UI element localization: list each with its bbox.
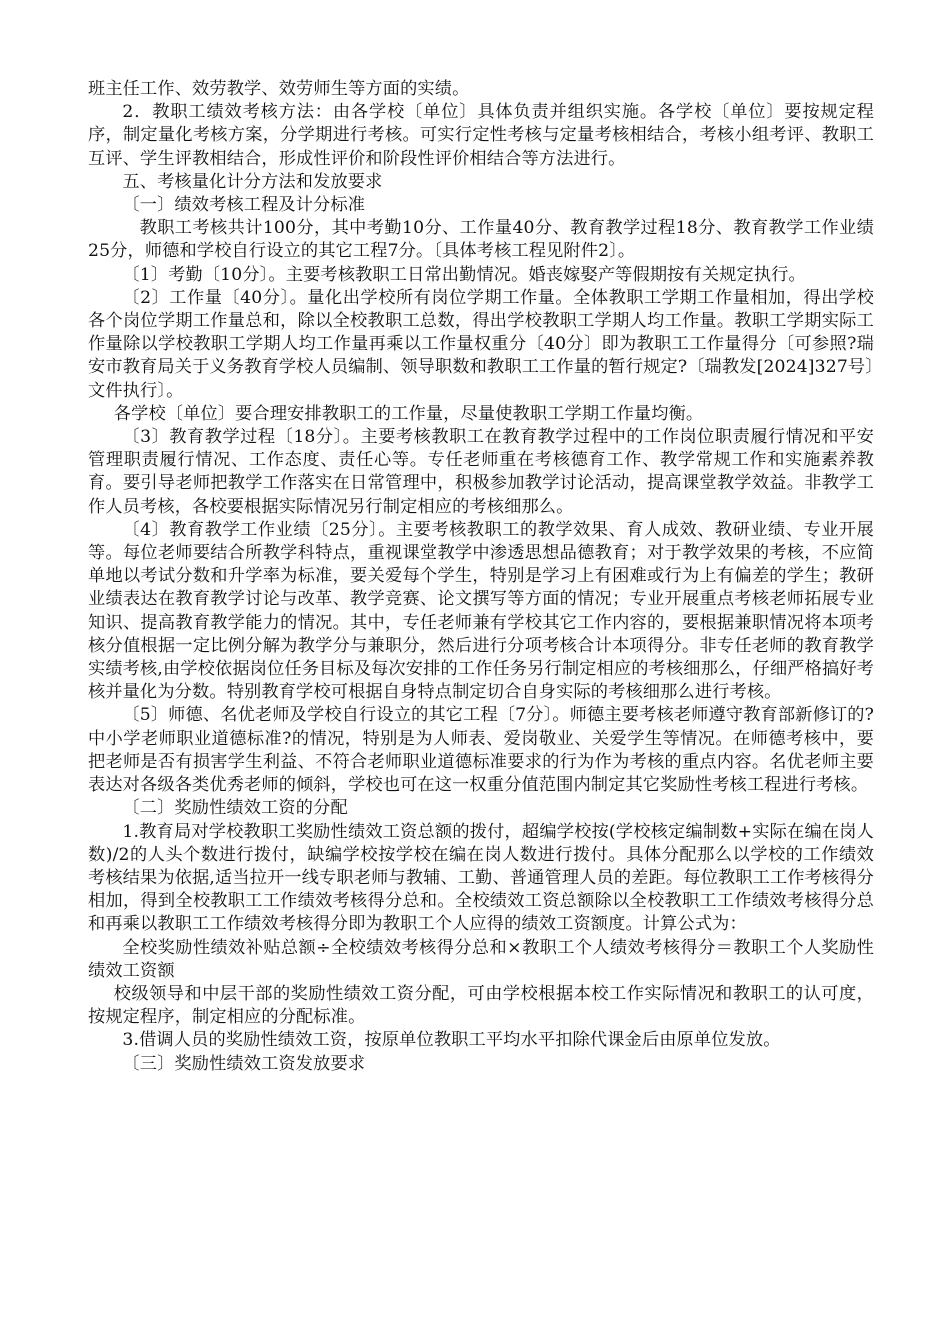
paragraph-workload: 〔2〕工作量〔40分〕。量化出学校所有岗位学期工作量。全体教职工学期工作量相加，得出学校各个岗位学期工作量总和，除以全校教职工总数，得出学校教职工学期人均工作量。教职工学期实际工作量除以学校教职工学期人均工作量再乘以工作量权重分〔40分〕即为教职工工作量得分〔可参照?瑞安市教育局关于义务教育学校人员编制、领导职数和教职工工作量的暂行规定?〔瑞教发[2024]327号〕文件执行〕。	[88, 287, 874, 401]
paragraph-allocation: 1.教育局对学校教职工奖励性绩效工资总额的拨付，超编学校按(学校核定编制数+实际在编在岗人数)/2的人头个数进行拨付，缺编学校按学校在编在岗人数进行拨付。具体分配那么以学校的工作绩效考核结果为依据,适当拉开一线专职老师与教辅、工勤、普通管理人员的差距。每位教职工工作考核得分相加，得到全校教职工工作绩效考核得分总和。全校绩效工资总额除以全校教职工工作绩效考核得分总和再乘以教职工工作绩效考核得分即为教职工个人应得的绩效工资额度。计算公式为：	[88, 821, 874, 935]
paragraph-leadership: 校级领导和中层干部的奖励性绩效工资分配，可由学校根据本校工作实际情况和教职工的认可度，按规定程序，制定相应的分配标准。	[88, 983, 874, 1028]
paragraph-total-score: 教职工考核共计100分，其中考勤10分、工作量40分、教育教学过程18分、教育教学工作业绩25分，师德和学校自行设立的其它工程7分。〔具体考核工程见附件2〕。	[88, 218, 874, 262]
paragraph-teaching-process: 〔3〕教育教学过程〔18分〕。主要考核教职工在教育教学过程中的工作岗位职责履行情况和平安管理职责履行情况、工作态度、责任心等。专任老师重在考核德育工作、教学常规工作和实施素养教育。要引导老师把教学工作落实在日常管理中，积极参加教学讨论活动，提高课堂教学效益。非教学工作人员考核，各校要根据实际情况另行制定相应的考核细那么。	[88, 427, 874, 517]
paragraph-continuation: 班主任工作、效劳教学、效劳师生等方面的实绩。	[88, 79, 470, 99]
paragraph-workload-balance: 各学校〔单位〕要合理安排教职工的工作量，尽量使教职工学期工作量均衡。	[113, 403, 704, 424]
subsection-heading-two: 〔二〕奖励性绩效工资的分配	[122, 798, 348, 819]
paragraph-ethics: 〔5〕师德、名优老师及学校自行设立的其它工程〔7分〕。师德主要考核老师遵守教育部新修订的?中小学老师职业道德标准?的情况，特别是为人师表、爱岗敬业、关爱学生等情况。在师德考核中，要把老师是否有损害学生利益、不符合老师职业道德标准要求的行为作为考核的重点内容。名优老师主要表达对各级各类优秀老师的倾斜，学校也可在这一权重分值范围内制定其它奖励性考核工程进行考核。	[88, 705, 874, 796]
paragraph-formula: 全校奖励性绩效补贴总额÷全校绩效考核得分总和×教职工个人绩效考核得分＝教职工个人奖励性绩效工资额	[88, 937, 874, 981]
paragraph-attendance: 〔1〕考勤〔10分〕。主要考核教职工日常出勤情况。婚丧嫁娶产等假期按有关规定执行。	[122, 264, 806, 285]
paragraph-teaching-performance: 〔4〕教育教学工作业绩〔25分〕。主要考核教职工的教学效果、育人成效、教研业绩、专业开展等。每位老师要结合所教学科特点，重视课堂教学中渗透思想品德教育；对于教学效果的考核，不应简单地以考试分数和升学率为标准，要关爱每个学生，特别是学习上有困难或行为上有偏差的学生；教研业绩表达在教育教学讨论与改革、教学竞赛、论文撰写等方面的情况；专业开展重点考核老师拓展专业知识、提高教育教学能力的情况。其中，专任老师兼有学校其它工作内容的，要根据兼职情况将本项考核分值根据一定比例分解为教学分与兼职分，然后进行分项考核合计本项得分。非专任老师的教育教学实绩考核,由学校依据岗位任务目标及每次安排的工作任务另行制定相应的考核细那么，仔细严格搞好考核并量化为分数。特别教育学校可根据自身特点制定切合自身实际的考核细那么进行考核。	[88, 519, 874, 703]
document-page	[88, 78, 874, 1076]
paragraph-seconded-staff: 3.借调人员的奖励性绩效工资，按原单位教职工平均水平扣除代课金后由原单位发放。	[122, 1030, 781, 1051]
section-heading-five: 五、考核量化计分方法和发放要求	[122, 171, 383, 192]
paragraph-assessment-method: 2．教职工绩效考核方法：由各学校〔单位〕具体负责并组织实施。各学校〔单位〕要按规定程序，制定量化考核方案，分学期进行考核。可实行定性考核与定量考核相结合，考核小组考评、教职工互评、学生评教相结合，形成性评价和阶段性评价相结合等方法进行。	[88, 102, 874, 169]
subsection-heading-three: 〔三〕奖励性绩效工资发放要求	[122, 1053, 366, 1074]
subsection-heading-one: 〔一〕绩效考核工程及计分标准	[122, 195, 366, 216]
